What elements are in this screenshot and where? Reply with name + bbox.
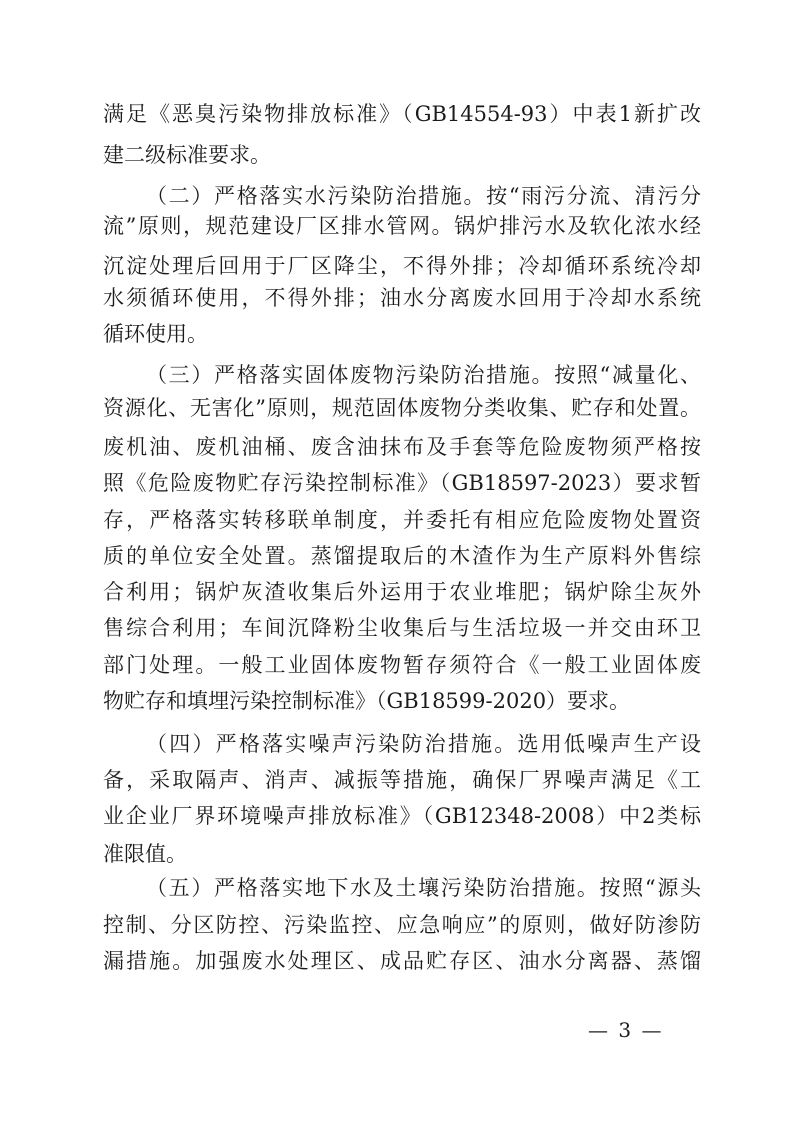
text-line: 照《危险废物贮存污染控制标准》（GB18597-2023）要求暂	[103, 471, 701, 495]
text-line: 物贮存和填埋污染控制标准》（GB18599-2020）要求。	[103, 689, 631, 713]
text-line: 存，严格落实转移联单制度，并委托有相应危险废物处置资	[103, 508, 701, 532]
text-line: （四）严格落实噪声污染防治措施。选用低噪声生产设	[146, 732, 701, 756]
text-line: （二）严格落实水污染防治措施。按“雨污分流、清污分	[146, 184, 701, 208]
text-line: 控制、分区防控、污染监控、应急响应”的原则，做好防渗防	[103, 913, 701, 937]
text-line: （五）严格落实地下水及土壤污染防治措施。按照“源头	[146, 876, 701, 900]
text-line: 沉淀处理后回用于厂区降尘，不得外排；冷却循环系统冷却	[103, 254, 701, 278]
text-line: 流”原则，规范建设厂区排水管网。锅炉排污水及软化浓水经	[103, 214, 701, 238]
text-line: （三）严格落实固体废物污染防治措施。按照“减量化、	[146, 363, 701, 387]
text-line: 废机油、废机油桶、废含油抹布及手套等危险废物须严格按	[103, 435, 701, 459]
text-line: 部门处理。一般工业固体废物暂存须符合《一般工业固体废	[103, 653, 701, 677]
text-line: 资源化、无害化”原则，规范固体废物分类收集、贮存和处置。	[103, 396, 701, 420]
text-line: 准限值。	[103, 842, 187, 866]
text-line: 售综合利用；车间沉降粉尘收集后与生活垃圾一并交由环卫	[103, 616, 701, 640]
text-line: 质的单位安全处置。蒸馏提取后的木渣作为生产原料外售综	[103, 544, 701, 568]
text-line: 建二级标准要求。	[103, 143, 271, 167]
page-number: — 3 —	[588, 1018, 664, 1042]
text-line: 满足《恶臭污染物排放标准》（GB14554-93）中表1新扩改	[103, 102, 701, 126]
text-line: 循环使用。	[103, 322, 208, 346]
text-line: 业企业厂界环境噪声排放标准》（GB12348-2008）中2类标	[103, 804, 701, 828]
text-line: 水须循环使用，不得外排；油水分离废水回用于冷却水系统	[103, 286, 701, 310]
text-line: 漏措施。加强废水处理区、成品贮存区、油水分离器、蒸馏	[103, 949, 701, 973]
text-line: 合利用；锅炉灰渣收集后外运用于农业堆肥；锅炉除尘灰外	[103, 580, 701, 604]
text-line: 备，采取隔声、消声、减振等措施，确保厂界噪声满足《工	[103, 768, 701, 792]
